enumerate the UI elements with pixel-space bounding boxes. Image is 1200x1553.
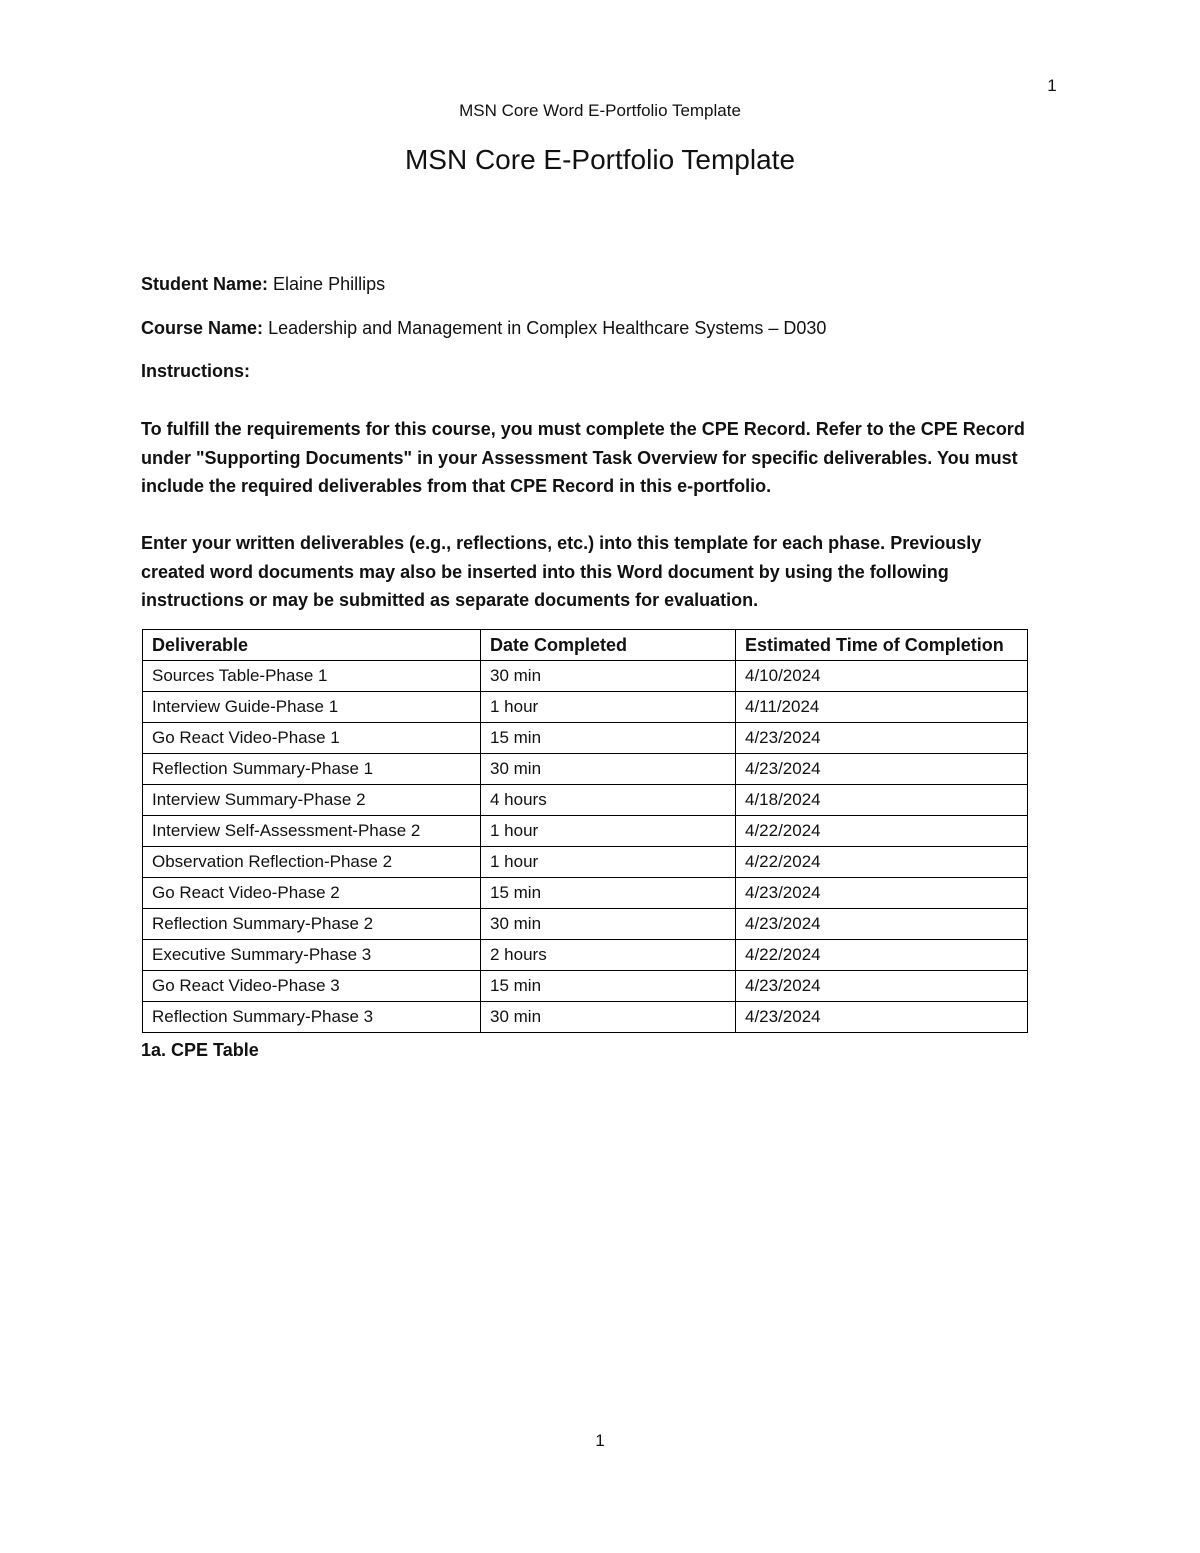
deliverable-cell: Reflection Summary-Phase 2 <box>143 909 481 940</box>
estimated-time-cell: 4/10/2024 <box>736 661 1028 692</box>
date-completed-cell: 30 min <box>481 909 736 940</box>
page-number-top: 1 <box>1047 76 1057 95</box>
date-completed-cell: 1 hour <box>481 816 736 847</box>
deliverable-cell: Go React Video-Phase 2 <box>143 878 481 909</box>
deliverable-cell: Go React Video-Phase 1 <box>143 723 481 754</box>
table-row <box>143 661 1028 692</box>
date-completed-cell: 4 hours <box>481 785 736 816</box>
date-completed-cell: 1 hour <box>481 692 736 723</box>
estimated-time-cell: 4/23/2024 <box>736 754 1028 785</box>
document-title: MSN Core E-Portfolio Template <box>404 144 796 175</box>
estimated-time-cell: 4/23/2024 <box>736 971 1028 1002</box>
student-name-label: Student Name: <box>141 274 269 294</box>
deliverable-cell: Go React Video-Phase 3 <box>143 971 481 1002</box>
instructions-paragraph-2: Enter your written deliverables (e.g., reflections, etc.) into this template for each phase. Previously created word documents may also be inserted into this Word document by using the following instructions or may be submitted as separate documents for evaluation. <box>141 533 982 610</box>
estimated-time-cell: 4/11/2024 <box>736 692 1028 723</box>
table-row <box>143 878 1028 909</box>
running-header: MSN Core Word E-Portfolio Template <box>459 101 741 120</box>
date-completed-cell: 15 min <box>481 971 736 1002</box>
estimated-time-cell: 4/18/2024 <box>736 785 1028 816</box>
deliverable-cell: Reflection Summary-Phase 1 <box>143 754 481 785</box>
table-row <box>143 847 1028 878</box>
date-completed-cell: 15 min <box>481 723 736 754</box>
date-completed-cell: 30 min <box>481 1002 736 1033</box>
table-row <box>143 971 1028 1002</box>
deliverable-cell: Interview Summary-Phase 2 <box>143 785 481 816</box>
date-completed-cell: 30 min <box>481 754 736 785</box>
course-name-label: Course Name: <box>141 318 264 338</box>
table-row <box>143 692 1028 723</box>
date-completed-cell: 1 hour <box>481 847 736 878</box>
estimated-time-cell: 4/23/2024 <box>736 909 1028 940</box>
deliverable-cell: Interview Self-Assessment-Phase 2 <box>143 816 481 847</box>
table-row <box>143 940 1028 971</box>
instructions-paragraph-1: To fulfill the requirements for this course, you must complete the CPE Record. Refer to the CPE Record under "Supporting Documents" in your Assessment Task Overview for specific deliverables. You must include the required deliverables from that CPE Record in this e-portfolio. <box>141 419 1025 496</box>
table-row <box>143 754 1028 785</box>
instructions-label: Instructions: <box>141 361 251 381</box>
deliverable-cell: Sources Table-Phase 1 <box>143 661 481 692</box>
date-completed-cell: 15 min <box>481 878 736 909</box>
deliverable-cell: Reflection Summary-Phase 3 <box>143 1002 481 1033</box>
estimated-time-cell: 4/23/2024 <box>736 1002 1028 1033</box>
estimated-time-cell: 4/23/2024 <box>736 723 1028 754</box>
table-row <box>143 1002 1028 1033</box>
deliverable-cell: Observation Reflection-Phase 2 <box>143 847 481 878</box>
header-date-completed: Date Completed <box>481 630 736 661</box>
table-caption: 1a. CPE Table <box>141 1040 259 1060</box>
estimated-time-cell: 4/22/2024 <box>736 847 1028 878</box>
date-completed-cell: 30 min <box>481 661 736 692</box>
table-row <box>143 816 1028 847</box>
student-name-field <box>141 274 385 295</box>
header-deliverable: Deliverable <box>143 630 481 661</box>
table-header-row <box>143 630 1028 661</box>
deliverable-cell: Executive Summary-Phase 3 <box>143 940 481 971</box>
table-row <box>143 785 1028 816</box>
estimated-time-cell: 4/22/2024 <box>736 940 1028 971</box>
page-number-bottom: 1 <box>595 1431 605 1450</box>
student-name-value: Elaine Phillips <box>273 274 386 294</box>
table-row <box>143 909 1028 940</box>
cpe-table <box>142 629 1028 1033</box>
deliverable-cell: Interview Guide-Phase 1 <box>143 692 481 723</box>
date-completed-cell: 2 hours <box>481 940 736 971</box>
estimated-time-cell: 4/22/2024 <box>736 816 1028 847</box>
course-name-field <box>141 318 826 339</box>
table-row <box>143 723 1028 754</box>
course-name-value: Leadership and Management in Complex Healthcare Systems – D030 <box>268 318 827 338</box>
estimated-time-cell: 4/23/2024 <box>736 878 1028 909</box>
header-estimated-time: Estimated Time of Completion <box>736 630 1028 661</box>
